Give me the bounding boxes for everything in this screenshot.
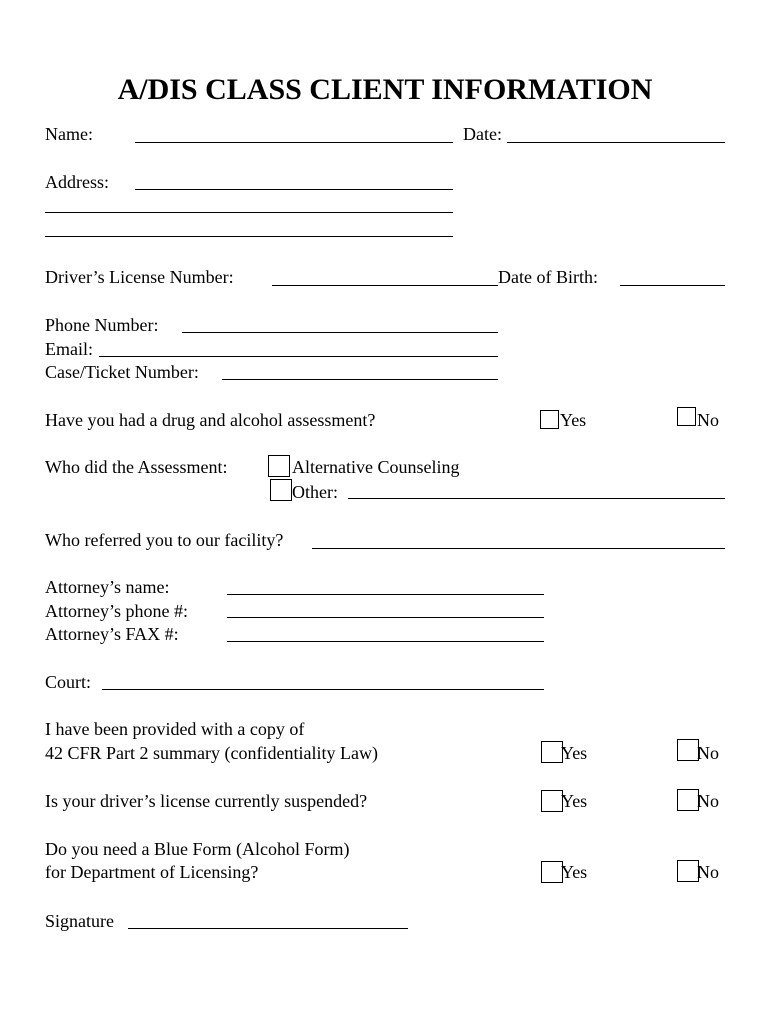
name-label: Name: [45,124,93,144]
attorney-phone-label: Attorney’s phone #: [45,601,188,621]
case-field[interactable] [222,379,498,380]
blue-form-yes-checkbox[interactable] [541,861,563,883]
name-field[interactable] [135,142,453,143]
alt-counseling-label: Alternative Counseling [292,457,460,477]
blue-form-no-label: No [697,862,719,882]
alt-counseling-checkbox[interactable] [268,455,290,477]
dob-label: Date of Birth: [498,267,598,287]
cfr-no-checkbox[interactable] [677,739,699,761]
suspended-question: Is your driver’s license currently suspended? [45,791,368,811]
other-field[interactable] [348,498,725,499]
attorney-fax-label: Attorney’s FAX #: [45,624,179,644]
email-label: Email: [45,339,93,359]
date-label: Date: [463,124,502,144]
suspended-yes-checkbox[interactable] [541,790,563,812]
address-field-line-2[interactable] [45,212,453,213]
form-title: A/DIS CLASS CLIENT INFORMATION [117,73,653,106]
email-field[interactable] [99,356,498,357]
address-label: Address: [45,172,109,192]
blue-form-no-checkbox[interactable] [677,860,699,882]
suspended-yes-label: Yes [561,791,588,811]
attorney-name-label: Attorney’s name: [45,577,170,597]
cfr-yes-checkbox[interactable] [541,741,563,763]
referred-field[interactable] [312,548,725,549]
address-field-line-1[interactable] [135,189,453,190]
blue-form-line-2: for Department of Licensing? [45,862,259,882]
assessment-yes-checkbox[interactable] [540,410,559,429]
attorney-name-field[interactable] [227,594,544,595]
case-label: Case/Ticket Number: [45,362,199,382]
signature-label: Signature [45,911,114,931]
blue-form-yes-label: Yes [561,862,588,882]
cfr-line-2: 42 CFR Part 2 summary (confidentiality Law) [45,743,378,763]
date-field[interactable] [507,142,725,143]
other-label: Other: [292,482,338,502]
attorney-fax-field[interactable] [227,641,544,642]
signature-field[interactable] [128,928,408,929]
suspended-no-checkbox[interactable] [677,789,699,811]
cfr-no-label: No [697,743,719,763]
cfr-line-1: I have been provided with a copy of [45,719,305,739]
license-field[interactable] [272,285,498,286]
assessment-question: Have you had a drug and alcohol assessment? [45,410,376,430]
address-field-line-3[interactable] [45,236,453,237]
assessment-no-checkbox[interactable] [677,407,696,426]
blue-form-line-1: Do you need a Blue Form (Alcohol Form) [45,839,350,859]
cfr-yes-label: Yes [561,743,588,763]
assessment-yes-label: Yes [560,410,587,430]
referred-question: Who referred you to our facility? [45,530,284,550]
assessment-no-label: No [697,410,719,430]
dob-field[interactable] [620,285,725,286]
other-checkbox[interactable] [270,479,292,501]
suspended-no-label: No [697,791,719,811]
phone-field[interactable] [182,332,498,333]
license-label: Driver’s License Number: [45,267,234,287]
attorney-phone-field[interactable] [227,617,544,618]
phone-label: Phone Number: [45,315,159,335]
who-assessment-label: Who did the Assessment: [45,457,228,477]
court-label: Court: [45,672,92,692]
court-field[interactable] [102,689,544,690]
